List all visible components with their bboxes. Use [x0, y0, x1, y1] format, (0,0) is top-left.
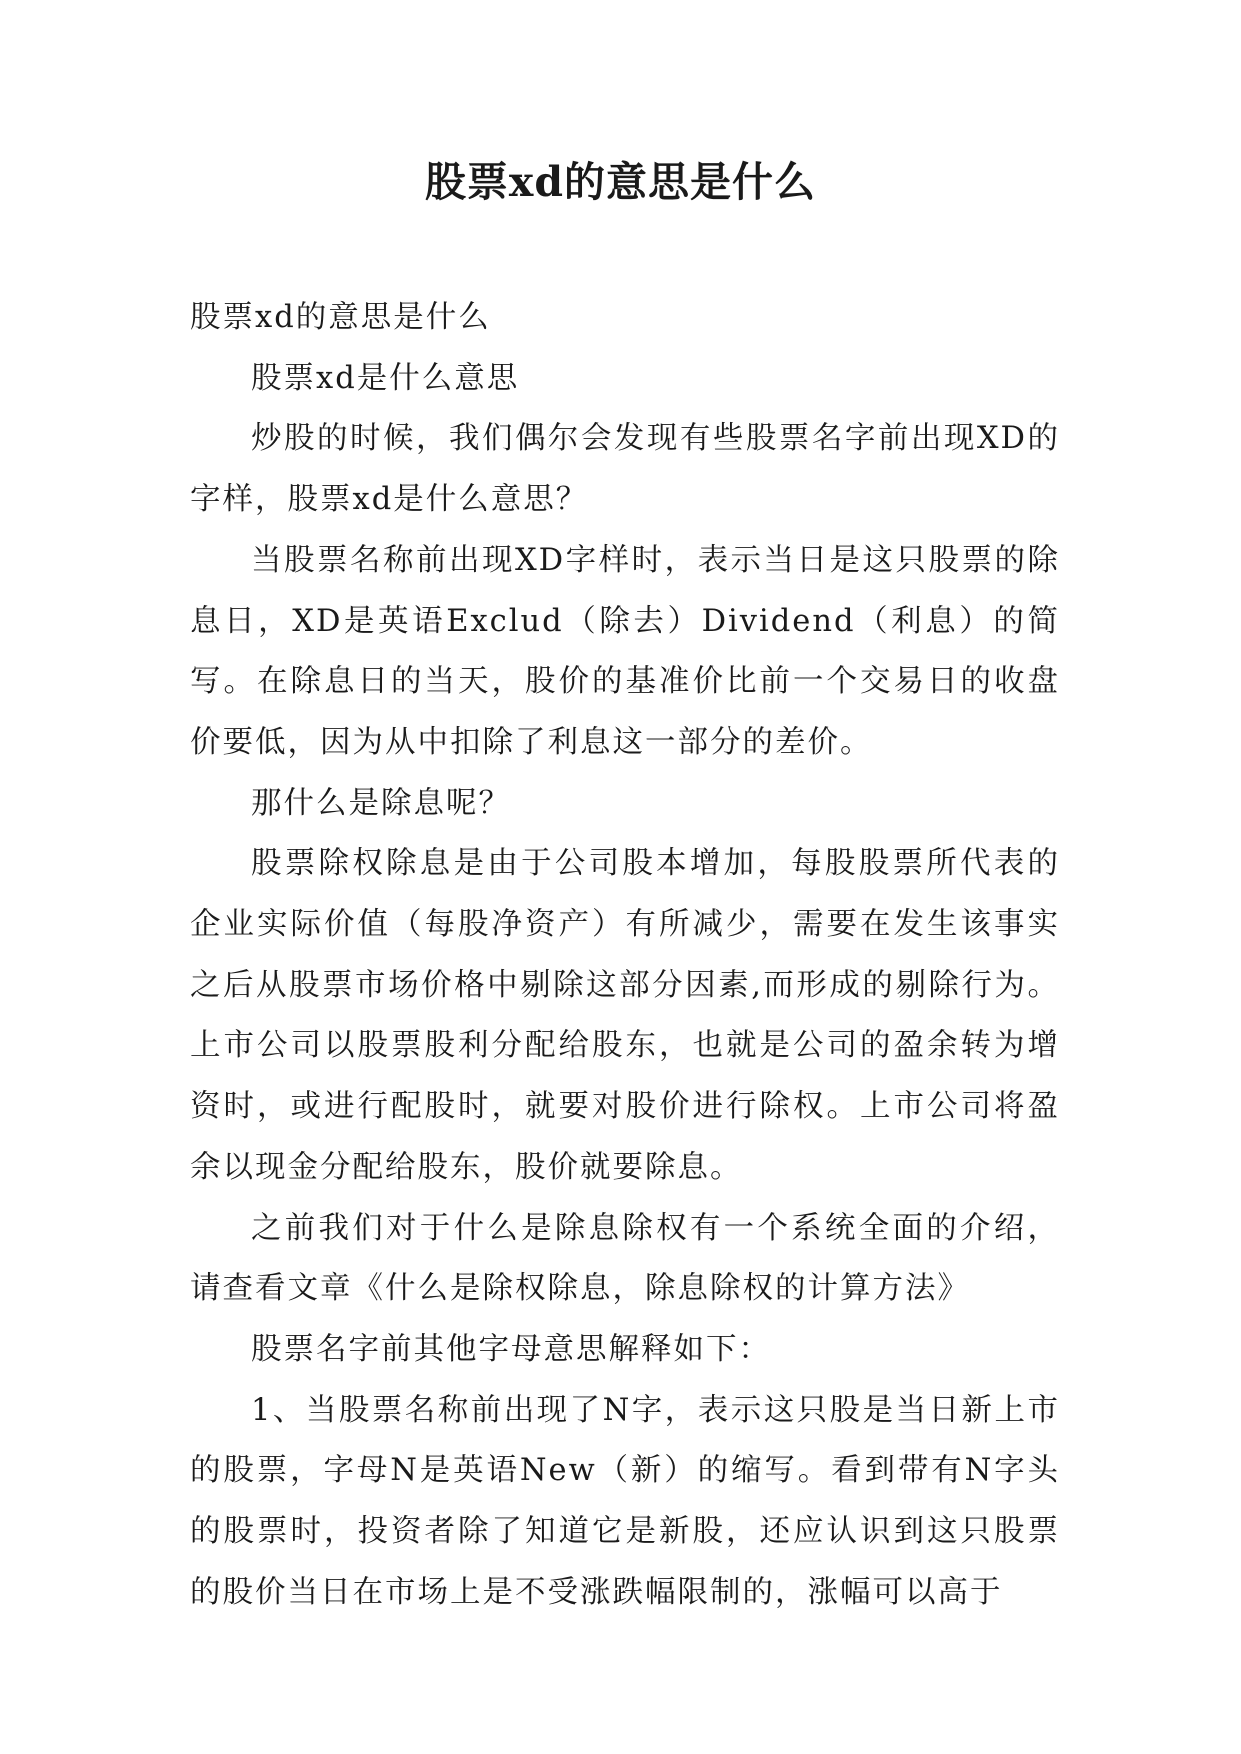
- paragraph-1: 股票xd的意思是什么: [190, 300, 491, 335]
- paragraph-6: 股票除权除息是由于公司股本增加，每股股票所代表的企业实际价值（每股净资产）有所减少，需要在发生该事实之后从股票市场价格中剔除这部分因素,而形成的剔除行为。上市公司以股票股利分配给股东，也就是公司的盈余转为增资时，或进行配股时，就要对股价进行除权。上市公司将盈余以现金分配给股东，股价就要除息。: [190, 846, 1060, 1185]
- paragraph-2: 股票xd是什么意思: [251, 360, 520, 396]
- document-title: 股票xd的意思是什么: [424, 158, 817, 206]
- document-body: [190, 288, 1060, 1623]
- paragraph-3: 炒股的时候，我们偶尔会发现有些股票名字前出现XD的字样，股票xd是什么意思？: [190, 421, 1060, 518]
- paragraph-9: 1、当股票名称前出现了N字，表示这只股是当日新上市的股票，字母N是英语New（新）的缩写。看到带有N字头的股票时，投资者除了知道它是新股，还应认识到这只股票的股价当日在市场上是不受涨跌幅限制的，涨幅可以高于: [190, 1392, 1060, 1610]
- paragraph-8: 股票名字前其他字母意思解释如下：: [251, 1331, 771, 1367]
- paragraph-5: 那什么是除息呢？: [251, 785, 511, 821]
- paragraph-7: 之前我们对于什么是除息除权有一个系统全面的介绍，请查看文章《什么是除权除息，除息除权的计算方法》: [190, 1210, 1060, 1307]
- paragraph-4: 当股票名称前出现XD字样时，表示当日是这只股票的除息日，XD是英语Exclud（除去）Dividend（利息）的简写。在除息日的当天，股价的基准价比前一个交易日的收盘价要低，因为从中扣除了利息这一部分的差价。: [190, 542, 1060, 760]
